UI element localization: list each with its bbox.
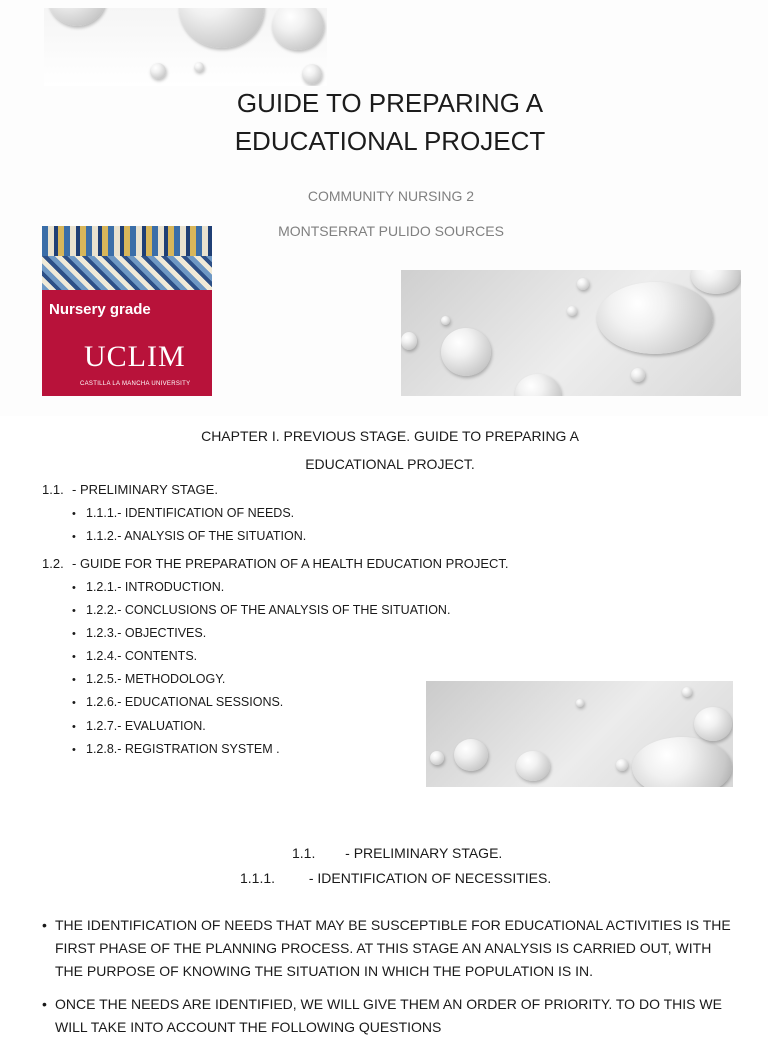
paragraph — [42, 914, 742, 983]
water-drops-image-middle — [426, 681, 733, 787]
chapter-line-1: CHAPTER I. PREVIOUS STAGE. GUIDE TO PREPARING A — [201, 428, 579, 444]
water-drops-image-top — [44, 8, 327, 86]
section-heading-number: 1.1.1. — [240, 870, 276, 886]
toc-item — [72, 719, 206, 733]
toc-item-label: 1.2.5.- METHODOLOGY. — [86, 672, 226, 686]
toc-item-label: 1.2.4.- CONTENTS. — [86, 649, 198, 663]
toc-item — [72, 580, 224, 594]
toc-item-label: 1.2.3.- OBJECTIVES. — [86, 626, 207, 640]
bullet-icon: • — [72, 582, 76, 594]
toc-section — [42, 482, 218, 497]
bullet-icon: • — [42, 996, 47, 1012]
toc-item-label: 1.2.7.- EVALUATION. — [86, 719, 206, 733]
bullet-icon: • — [72, 744, 76, 756]
toc-item — [72, 672, 225, 686]
toc-item-label: 1.2.1.- INTRODUCTION. — [86, 580, 225, 594]
paragraph-text: ONCE THE NEEDS ARE IDENTIFIED, WE WILL GIVE THEM AN ORDER OF PRIORITY. TO DO THIS WE WILL TAKE INTO ACCOUNT THE FOLLOWING QUESTIONS — [55, 996, 722, 1035]
toc-item — [72, 695, 283, 709]
section-heading-text: - IDENTIFICATION OF NECESSITIES. — [308, 870, 552, 886]
bullet-icon: • — [72, 531, 76, 543]
toc-item — [72, 649, 197, 663]
document-title — [170, 84, 610, 160]
paragraph-text: THE IDENTIFICATION OF NEEDS THAT MAY BE SUSCEPTIBLE FOR EDUCATIONAL ACTIVITIES IS THE FIRST PHASE OF THE PLANNING PROCESS. AT THIS STAGE AN ANALYSIS IS CARRIED OUT, WITH THE PURPOSE OF KNOWING THE SITUATION IN WHICH THE POPULATION IS IN. — [55, 917, 731, 979]
bullet-icon: • — [72, 628, 76, 640]
bullet-icon: • — [72, 674, 76, 686]
toc-item — [72, 742, 280, 756]
logo-brand-text: UCLIM — [84, 340, 186, 373]
toc-section-number: 1.2. — [42, 556, 64, 571]
bullet-icon: • — [42, 917, 47, 933]
bullet-icon: • — [72, 651, 76, 663]
paragraph — [42, 993, 742, 1039]
toc-item — [72, 626, 206, 640]
toc-item — [72, 506, 294, 520]
section-heading-1 — [292, 845, 502, 861]
toc-item-label: 1.2.2.- CONCLUSIONS OF THE ANALYSIS OF THE SITUATION. — [86, 603, 451, 617]
bullet-icon: • — [72, 605, 76, 617]
toc-item-label: 1.2.6.- EDUCATIONAL SESSIONS. — [86, 695, 284, 709]
logo-university-text: CASTILLA LA MANCHA UNIVERSITY — [80, 381, 191, 387]
chapter-heading — [170, 422, 610, 478]
toc-item-label: 1.1.2.- ANALYSIS OF THE SITUATION. — [86, 529, 307, 543]
section-heading-number: 1.1. — [292, 845, 316, 861]
bullet-icon: • — [72, 721, 76, 733]
author-name: MONTSERRAT PULIDO SOURCES — [278, 223, 504, 239]
university-logo — [42, 226, 212, 396]
toc-item-label: 1.1.1.- IDENTIFICATION OF NEEDS. — [86, 506, 295, 520]
water-drops-image-right — [401, 270, 741, 396]
tiles-pattern — [42, 226, 212, 290]
toc-section — [42, 556, 509, 571]
course-subtitle: COMMUNITY NURSING 2 — [307, 188, 475, 204]
toc-section-label: - GUIDE FOR THE PREPARATION OF A HEALTH EDUCATION PROJECT. — [72, 556, 509, 571]
chapter-line-2: EDUCATIONAL PROJECT. — [305, 456, 475, 472]
toc-item-label: 1.2.8.- REGISTRATION SYSTEM . — [86, 742, 280, 756]
title-line-1: GUIDE TO PREPARING A — [236, 88, 544, 118]
section-heading-2 — [240, 870, 551, 886]
bullet-icon: • — [72, 697, 76, 709]
toc-item — [72, 603, 450, 617]
logo-grade-text: Nursery grade — [49, 301, 151, 318]
bullet-icon: • — [72, 508, 76, 520]
section-heading-text: - PRELIMINARY STAGE. — [345, 845, 503, 861]
toc-item — [72, 529, 306, 543]
title-line-2: EDUCATIONAL PROJECT — [234, 126, 546, 156]
toc-section-number: 1.1. — [42, 482, 64, 497]
toc-section-label: - PRELIMINARY STAGE. — [72, 482, 218, 497]
